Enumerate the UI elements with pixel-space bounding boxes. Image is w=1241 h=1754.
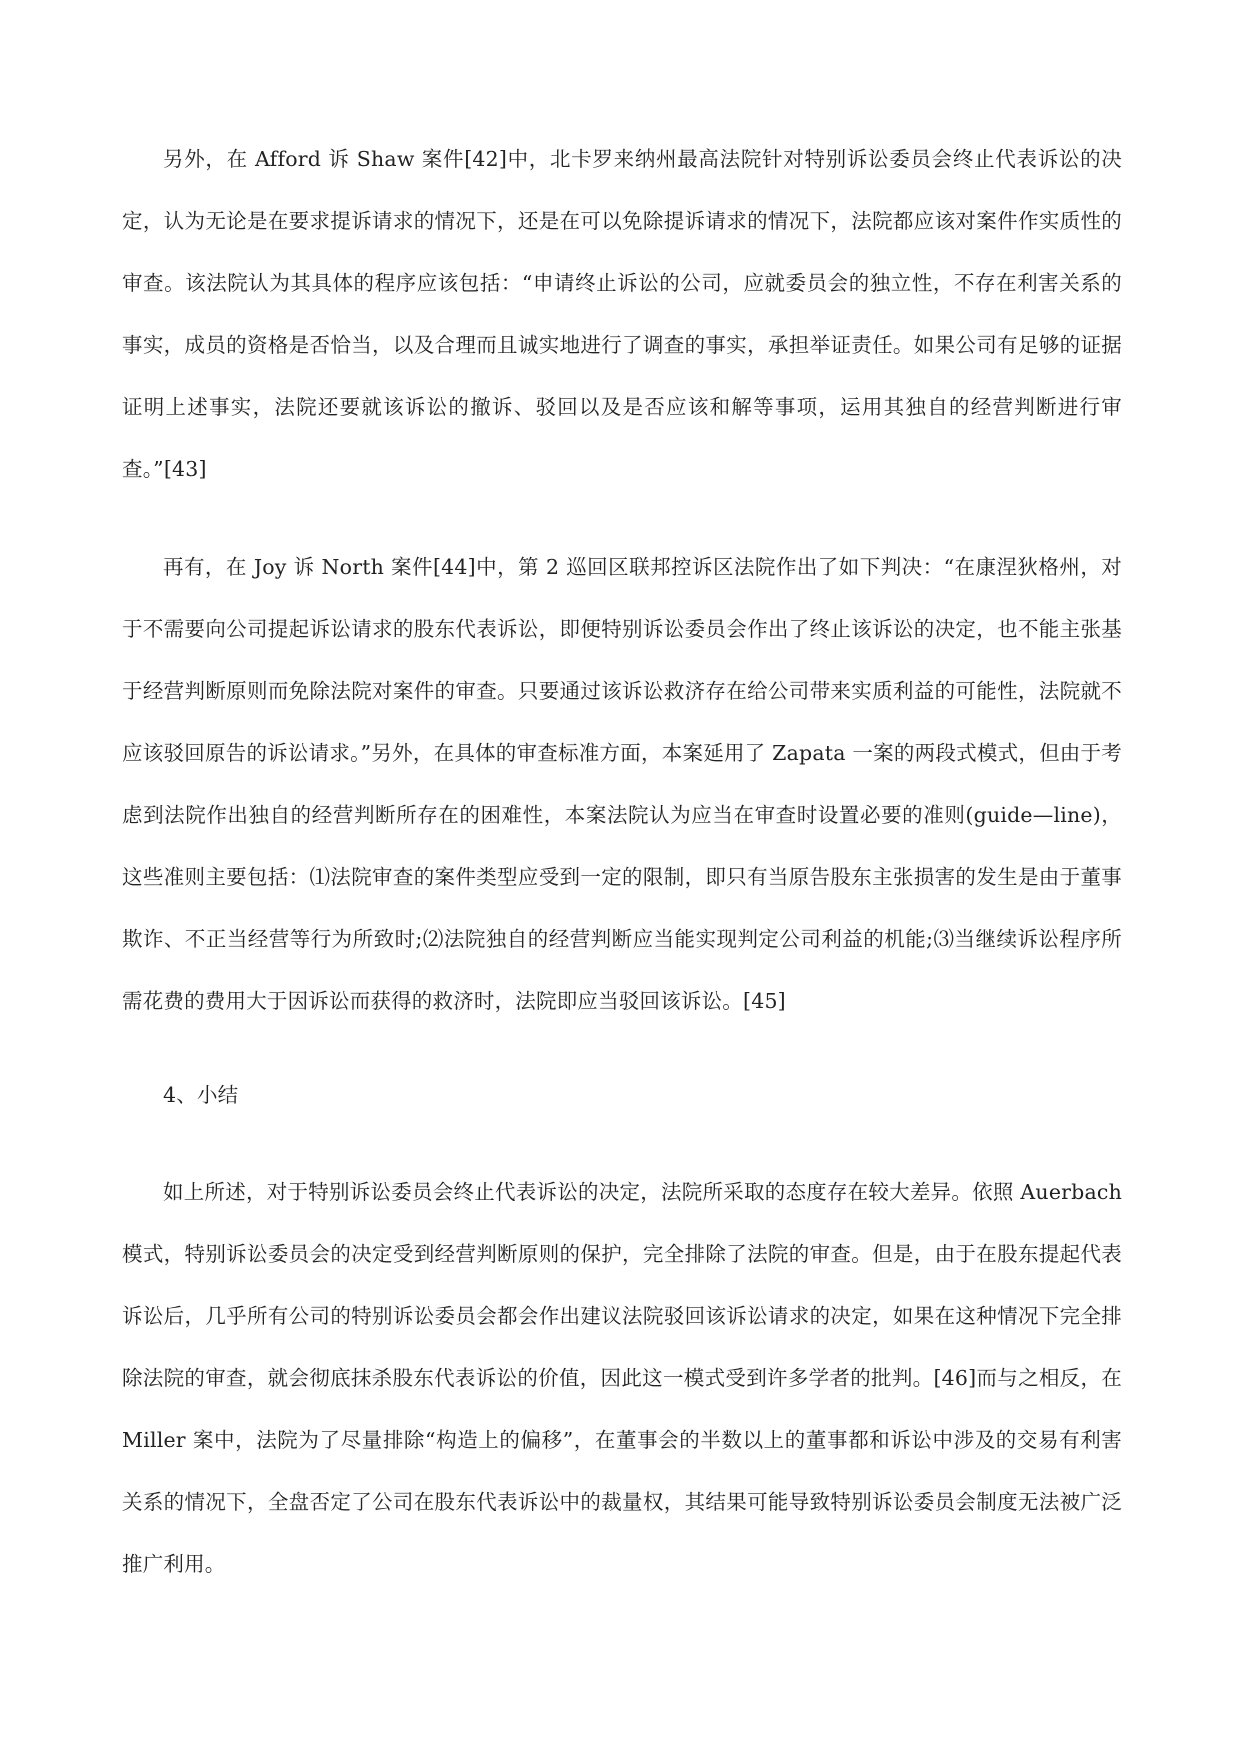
- paragraph-summary: 如上所述，对于特别诉讼委员会终止代表诉讼的决定，法院所采取的态度存在较大差异。依照 Auerbach 模式，特别诉讼委员会的决定受到经营判断原则的保护，完全排除了法院的审查。但是，由于在股东提起代表诉讼后，几乎所有公司的特别诉讼委员会都会作出建议法院驳回该诉讼请求的决定，如果在这种情况下完全排除法院的审查，就会彻底抹杀股东代表诉讼的价值，因此这一模式受到许多学者的批判。[46]而与之相反，在 Miller 案中，法院为了尽量排除“构造上的偏移”，在董事会的半数以上的董事都和诉讼中涉及的交易有利害关系的情况下，全盘否定了公司在股东代表诉讼中的裁量权，其结果可能导致特别诉讼委员会制度无法被广泛推广利用。: [122, 1180, 1122, 1576]
- section-heading-summary: 4、小结: [163, 1083, 239, 1107]
- paragraph-afford-v-shaw: 另外，在 Afford 诉 Shaw 案件[42]中，北卡罗来纳州最高法院针对特别诉讼委员会终止代表诉讼的决定，认为无论是在要求提诉请求的情况下，还是在可以免除提诉请求的情况下，法院都应该对案件作实质性的审查。该法院认为其具体的程序应该包括：“申请终止诉讼的公司，应就委员会的独立性，不存在利害关系的事实，成员的资格是否恰当，以及合理而且诚实地进行了调查的事实，承担举证责任。如果公司有足够的证据证明上述事实，法院还要就该诉讼的撤诉、驳回以及是否应该和解等事项，运用其独自的经营判断进行审查。”[43]: [122, 147, 1122, 481]
- paragraph-joy-v-north: 再有，在 Joy 诉 North 案件[44]中，第 2 巡回区联邦控诉区法院作出了如下判决：“在康涅狄格州，对于不需要向公司提起诉讼请求的股东代表诉讼，即便特别诉讼委员会作出了终止该诉讼的决定，也不能主张基于经营判断原则而免除法院对案件的审查。只要通过该诉讼救济存在给公司带来实质利益的可能性，法院就不应该驳回原告的诉讼请求。”另外，在具体的审查标准方面，本案延用了 Zapata 一案的两段式模式，但由于考虑到法院作出独自的经营判断所存在的困难性，本案法院认为应当在审查时设置必要的准则(guide—line)，这些准则主要包括：⑴法院审查的案件类型应受到一定的限制，即只有当原告股东主张损害的发生是由于董事欺诈、不正当经营等行为所致时;⑵法院独自的经营判断应当能实现判定公司利益的机能;⑶当继续诉讼程序所需花费的费用大于因诉讼而获得的救济时，法院即应当驳回该诉讼。[45]: [122, 555, 1122, 1013]
